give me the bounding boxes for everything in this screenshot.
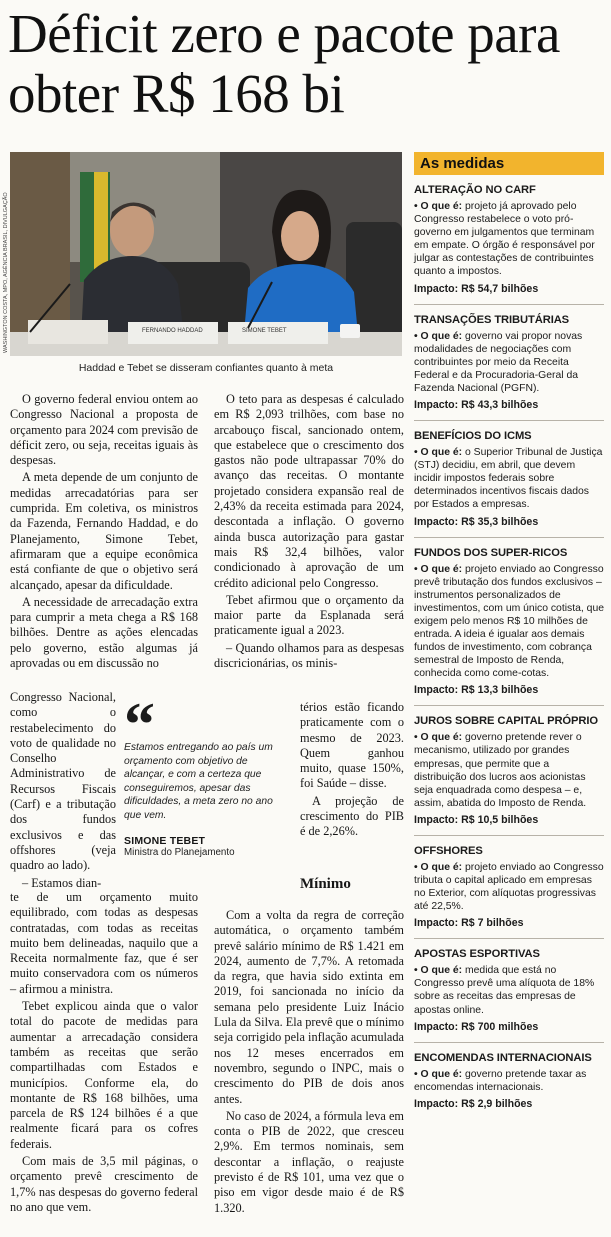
measure-item — [414, 948, 604, 1042]
paragraph: térios estão ficando praticamente com o mesmo de 2023. Quem ganhou muito, quase 150%, foi Saúde – disse. — [300, 700, 404, 791]
paragraph: Congresso Nacional, como o restabelecimento do voto de qualidade no Conselho Administrativo de Recursos Fiscais (Carf) e a tributação dos fundos exclusivos e das offshores (veja quadro ao lado). — [10, 690, 116, 873]
paragraph: te de um orçamento muito equilibrado, com todas as despesas contratadas, com todas as receitas muito bem delineadas, naquilo que a Receita normalmente faz, que é ser muito conservadora com os números – afirmou a ministra. — [10, 890, 198, 996]
quote-text: Estamos entregando ao país um orçamento com objetivo de alcançar, e com a certeza que conseguiremos, apesar das dificuldades, a meta zero no ano que vem. — [124, 742, 273, 821]
paragraph: A projeção de crescimento do PIB é de 2,26%. — [300, 793, 404, 839]
measure-item — [414, 547, 604, 707]
placard-tebet: SIMONE TEBET — [242, 328, 287, 334]
paragraph: – Estamos dian- — [22, 875, 102, 890]
article-column-1-narrow — [10, 690, 116, 893]
measure-item — [414, 1052, 604, 1110]
paragraph: Com mais de 3,5 mil páginas, o orçamento prevê crescimento de 1,7% nas despesas do governo federal no ano que vem. — [10, 1154, 198, 1214]
divider — [414, 420, 604, 421]
what-label: • O que é: — [414, 201, 463, 212]
measure-heading: ENCOMENDAS INTERNACIONAIS — [414, 1051, 592, 1064]
measure-description: projeto já aprovado pelo Congresso restabelece o voto pró-governo em julgamentos que terminam em empate. O órgão é responsável por julgar as contestações de contribuintes quanto a impostos. — [414, 201, 595, 278]
measure-impact: Impacto: R$ 7 bilhões — [414, 917, 524, 930]
article-column-2 — [214, 392, 404, 673]
what-label: • O que é: — [414, 330, 463, 342]
measure-description: projeto enviado ao Congresso prevê tributação dos fundos exclusivos – instrumentos personalizados de investimentos, com um único cotista, que exigem pelo menos R$ 10 milhões de entrada. A ideia é igualar aos demais fundos de investimento, com cobrança semestral de Imposto de Renda, conhecida como come-cotas. — [414, 563, 605, 680]
measure-impact: Impacto: R$ 43,3 bilhões — [414, 399, 539, 412]
measure-heading: TRANSAÇÕES TRIBUTÁRIAS — [414, 313, 570, 326]
article-column-1-bottom — [10, 890, 198, 1217]
measure-heading: ALTERAÇÃO NO CARF — [414, 184, 536, 196]
measure-item — [414, 314, 604, 421]
measure-heading: APOSTAS ESPORTIVAS — [414, 948, 540, 961]
measure-heading: BENEFÍCIOS DO ICMS — [414, 430, 532, 443]
divider — [414, 835, 604, 836]
news-photo — [10, 152, 402, 356]
article-column-1 — [10, 392, 198, 673]
what-label: • O que é: — [414, 563, 463, 575]
quote-author: SIMONE TEBET — [124, 834, 206, 847]
divider — [414, 304, 604, 305]
measure-impact: Impacto: R$ 700 milhões — [414, 1020, 539, 1033]
paragraph: Tebet explicou ainda que o valor total do pacote de medidas para aumentar a arrecadação considera também as receitas que serão compartilhadas com Estados e municípios. Conforme ela, do montante de R$ 168 bilhões, uma parcela de R$ 124 bilhões é a que realmente ficará para os cofres federais. — [10, 999, 198, 1151]
divider — [414, 938, 604, 939]
measure-description: projeto enviado ao Congresso tributa o capital aplicado em empresas no Exterior, com alíquotas progressivas até 22,5%. — [414, 861, 604, 913]
measure-impact: Impacto: R$ 2,9 bilhões — [414, 1097, 533, 1110]
paragraph: – Quando olhamos para as despesas discricionárias, os minis- — [214, 640, 404, 671]
measure-impact: Impacto: R$ 10,5 bilhões — [414, 813, 539, 826]
measure-item — [414, 845, 604, 939]
article-column-2-bottom — [214, 908, 404, 1218]
divider — [414, 705, 604, 706]
measure-description: governo vai propor novas modalidades de negociações com contribuintes por meio da Receita Federal e da Procuradoria-Geral da Fazenda Nacional (PGFN). — [414, 330, 583, 394]
paragraph: Tebet afirmou que o orçamento da maior parte da Esplanada será praticamente igual a 2023. — [214, 592, 404, 638]
measure-item — [414, 430, 604, 537]
measure-heading: OFFSHORES — [414, 844, 483, 857]
measure-impact: Impacto: R$ 54,7 bilhões — [414, 282, 539, 295]
divider — [414, 1042, 604, 1043]
what-label: • O que é: — [414, 1068, 463, 1080]
measure-description: o Superior Tribunal de Justiça (STJ) decidiu, em abril, que devem incidir impostos federais sobre determinados incentivos fiscais dados por Estados a empresas. — [414, 447, 603, 511]
what-label: • O que é: — [414, 732, 463, 744]
measure-impact: Impacto: R$ 13,3 bilhões — [414, 684, 539, 697]
paragraph: A necessidade de arrecadação extra para cumprir a meta chega a R$ 168 bilhões. Dentre as ações elencadas pelo governo, estão algumas já aprovadas ou em discussão no — [10, 594, 198, 671]
measure-description: governo pretende rever o mecanismo, utilizado por grandes empresas, que permite que a distribuição dos lucros aos acionistas seja enquadrada como despesa – e, assim, abatida do Imposto de Renda. — [414, 732, 587, 809]
sidebar-title: As medidas — [414, 152, 604, 175]
measures-sidebar — [414, 152, 604, 1110]
measure-description: governo pretende taxar as encomendas internacionais. — [414, 1068, 587, 1093]
quote-author-role: Ministra do Planejamento — [124, 846, 235, 858]
paragraph: O governo federal enviou ontem ao Congresso Nacional a proposta de orçamento para 2024 com previsão de déficit zero, ou seja, receitas iguais às despesas. — [10, 392, 198, 468]
measure-item — [414, 184, 604, 305]
photo-credit: WASHINGTON COSTA, MPO, AGÊNCIA BRASIL, DIVULGAÇÃO — [3, 192, 9, 353]
measure-impact: Impacto: R$ 35,3 bilhões — [414, 515, 539, 528]
measure-heading: FUNDOS DOS SUPER-RICOS — [414, 546, 568, 559]
placard-haddad: FERNANDO HADDAD — [142, 328, 203, 334]
paragraph: No caso de 2024, a fórmula leva em conta o PIB de 2022, que cresceu 2,9%. Em termos nominais, sem descontar a inflação, o reajuste previsto é de R$ 101, uma vez que o piso em vigor desde maio é de R$ 1.320. — [214, 1108, 404, 1215]
measure-description: medida que está no Congresso prevê uma alíquota de 18% sobre as receitas das empresas de apostas online. — [414, 965, 595, 1016]
quote-mark-icon: “ — [124, 691, 155, 759]
headline: Déficit zero e pacote para obter R$ 168 bi — [8, 3, 560, 124]
article-column-2-narrow — [300, 700, 404, 842]
measure-item — [414, 715, 604, 836]
paragraph: A meta depende de um conjunto de medidas arrecadatórias para ser cumprida. Em coletiva, os ministros da Fazenda, Fernando Haddad, e do Planejamento, Simone Tebet, afirmaram que a equipe econômica está confiante de que o objetivo será alcançado, apesar da dificuldade. — [10, 470, 198, 592]
divider — [414, 537, 604, 538]
section-subhead: Mínimo — [300, 876, 351, 892]
pull-quote — [124, 691, 288, 858]
photo-caption: Haddad e Tebet se disseram confiantes quanto à meta — [78, 362, 334, 374]
measure-heading: JUROS SOBRE CAPITAL PRÓPRIO — [414, 715, 598, 728]
paragraph: Com a volta da regra de correção automática, o orçamento também prevê salário mínimo de R$ 1.421 em 2024, aumento de 7,7%. A retomada da regra, que havia sido extinta em 2019, foi sancionada no início da semana pelo presidente Luiz Inácio Lula da Silva. Ela prevê que o mínimo seja corrigido pela inflação acumulada nos 12 meses encerrados em novembro, segundo o INPC, mais o crescimento do PIB de dois anos antes. — [214, 908, 404, 1106]
what-label: • O que é: — [414, 861, 463, 873]
what-label: • O que é: — [414, 447, 463, 459]
paragraph: O teto para as despesas é calculado em R$ 2,093 trilhões, com base no arcabouço fiscal, sancionado ontem, que estabelece que o crescimento dos gastos não pode ultrapassar 70% do avanço das receitas. O montante projetado considera expansão real de 2,43% da receita estimada para 2024, descontada a inflação. O governo ainda busca autorização para gastar mais R$ 32,4 bilhões, valor condicionado à aprovação de um crédito adicional pelo Congresso. — [214, 392, 404, 590]
what-label: • O que é: — [414, 965, 463, 977]
